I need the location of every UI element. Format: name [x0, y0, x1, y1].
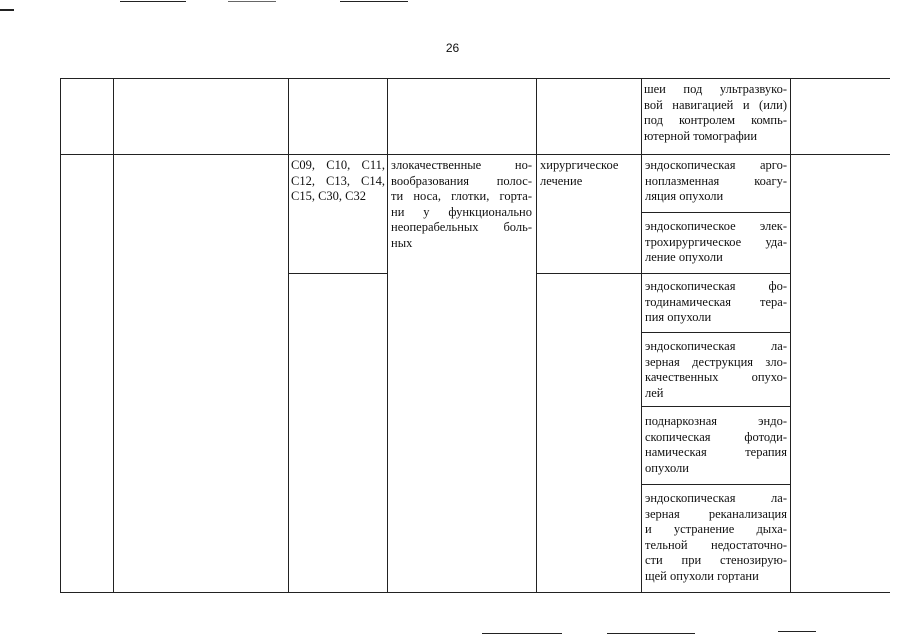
methods-border-3 [641, 332, 790, 333]
text-line: ютерной томографии [644, 128, 758, 143]
text-line: шеи под ультразвуко- [644, 82, 787, 96]
text-line: и устранение дыха- [645, 522, 787, 537]
text-line: эндоскопическая ла- [645, 491, 787, 505]
icd-codes-cell [291, 158, 385, 205]
text-line: опухоли [645, 460, 689, 475]
scan-mark-bottom-1 [482, 633, 562, 634]
text-line: С12, С13, С14, [291, 173, 385, 188]
col-line-2 [113, 78, 114, 593]
col-line-6 [641, 78, 642, 593]
col-line-3 [288, 78, 289, 593]
text-line: ни у функционально [391, 204, 532, 219]
text-line: ных [391, 235, 413, 250]
scan-mark-top-4 [340, 1, 408, 2]
text-line: под контролем компь- [644, 113, 787, 128]
text-line: намическая терапия [645, 445, 787, 460]
text-line: эндоскопическая арго- [645, 158, 787, 172]
text-line: С15, С30, С32 [291, 189, 367, 204]
method-cell-4 [645, 339, 787, 401]
methods-border-4 [641, 406, 790, 407]
diagnosis-cell [391, 158, 532, 252]
scan-mark-top-2 [120, 1, 186, 2]
text-line: неоперабельных боль- [391, 220, 532, 235]
text-line: тельной недостаточно- [645, 537, 787, 552]
text-line: хирургическое [540, 158, 619, 172]
scan-mark-bottom-3 [778, 631, 816, 632]
text-line: эндоскопическая фо- [645, 279, 787, 293]
method-cell-6 [645, 491, 787, 585]
top-continuation-cell-visual [644, 82, 787, 144]
col-line-1 [60, 78, 61, 593]
text-line: скопическая фотоди- [645, 429, 787, 444]
text-line: лечение [540, 173, 583, 188]
treatment-subrow-border [536, 273, 641, 274]
method-cell-2 [645, 219, 787, 266]
text-line: поднаркозная эндо- [645, 414, 787, 428]
scan-mark-top-1 [0, 9, 14, 11]
text-line: вообразования полос- [391, 173, 532, 188]
methods-border-2 [641, 273, 790, 274]
table-top-border [60, 78, 890, 79]
text-line: трохирургическое уда- [645, 234, 787, 249]
row-divider [60, 154, 890, 155]
text-line: эндоскопическое элек- [645, 219, 787, 233]
method-cell-3 [645, 279, 787, 326]
col-line-7 [790, 78, 791, 593]
treatment-cell [540, 158, 638, 189]
text-line: щей опухоли гортани [645, 568, 759, 583]
text-line: качественных опухо- [645, 370, 787, 385]
text-line: лей [645, 385, 664, 400]
text-line: злокачественные но- [391, 158, 532, 172]
text-line: сти при стенозирую- [645, 553, 787, 568]
text-line: эндоскопическая ла- [645, 339, 787, 353]
text-line: С09, С10, С11, [291, 158, 385, 172]
col-line-4 [387, 78, 388, 593]
text-line: тодинамическая тера- [645, 294, 787, 309]
text-line: зерная деструкция зло- [645, 354, 787, 369]
text-line: ляция опухоли [645, 189, 724, 204]
text-line: пия опухоли [645, 310, 712, 325]
method-cell-5 [645, 414, 787, 476]
method-cell-1 [645, 158, 787, 205]
text-line: зерная реканализация [645, 506, 787, 521]
text-line: ноплазменная коагу- [645, 173, 787, 188]
text-line: ление опухоли [645, 250, 723, 265]
col-line-5 [536, 78, 537, 593]
text-line: ти носа, глотки, горта- [391, 189, 532, 204]
methods-border-1 [641, 212, 790, 213]
table-bottom-border [60, 592, 890, 593]
methods-border-5 [641, 484, 790, 485]
scan-mark-top-3 [228, 1, 276, 2]
codes-subrow-border [288, 273, 387, 274]
page-number: 26 [445, 41, 460, 55]
text-line: вой навигацией и (или) [644, 97, 787, 112]
scan-mark-bottom-2 [607, 633, 695, 634]
